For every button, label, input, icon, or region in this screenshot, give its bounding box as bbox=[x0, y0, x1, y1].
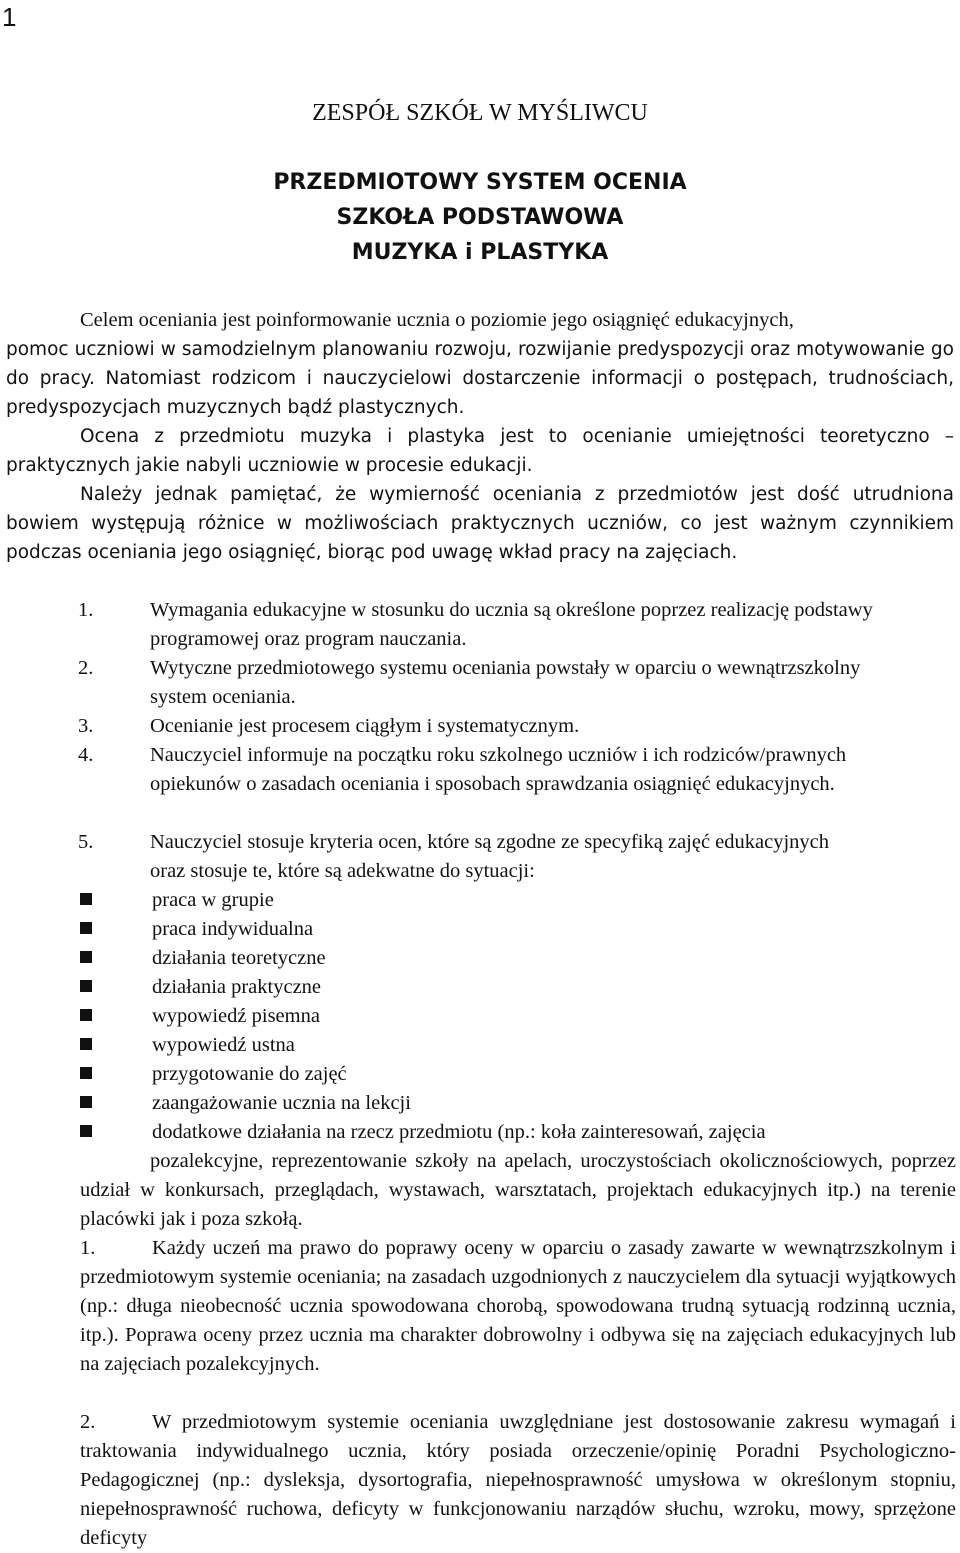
bullet-square-icon bbox=[80, 1038, 92, 1050]
intro-paragraph-2: Ocena z przedmiotu muzyka i plastyka jest to ocenianie umiejętności teoretyczno – praktycznych jakie nabyli uczniowie w procesie edukacji. bbox=[6, 426, 954, 476]
school-name: ZESPÓŁ SZKÓŁ W MYŚLIWCU bbox=[312, 100, 648, 126]
bullet-square-icon bbox=[80, 1067, 92, 1079]
rule-paragraph bbox=[80, 1234, 956, 1379]
bullet-square-icon bbox=[80, 1125, 92, 1137]
bullet-square-icon bbox=[80, 922, 92, 934]
list-item-number: 4. bbox=[78, 744, 94, 766]
list-item-number: 3. bbox=[78, 715, 94, 737]
list-item: zaangażowanie ucznia na lekcji bbox=[152, 1092, 411, 1114]
list-item: dodatkowe działania na rzecz przedmiotu (np.: koła zainteresowań, zajęcia bbox=[152, 1121, 766, 1143]
title-line-1: PRZEDMIOTOWY SYSTEM OCENIA bbox=[273, 170, 687, 195]
list-item: przygotowanie do zajęć bbox=[152, 1063, 347, 1085]
list-item-number: 5. bbox=[78, 831, 94, 853]
bullet-square-icon bbox=[80, 951, 92, 963]
rule-paragraph bbox=[80, 1408, 956, 1553]
rule-text: Każdy uczeń ma prawo do poprawy oceny w oparciu o zasady zawarte w wewnątrzszkolnym i przedmiotowym systemie oceniania; na zasadach uzgodnionych z nauczycielem dla sytuacji wyjątkowych (np.: długa nieobecność ucznia spowodowana chorobą, spowodowana trudną sytuacją rodzinną ucznia, itp.). Poprawa oceny przez ucznia ma charakter dobrowolny i odbywa się na zajęciach edukacyjnych lub na zajęciach pozalekcyjnych. bbox=[80, 1237, 956, 1375]
list-item-number: 1. bbox=[78, 599, 94, 621]
list-item: wypowiedź ustna bbox=[152, 1034, 295, 1056]
bullet-square-icon bbox=[80, 1096, 92, 1108]
title-line-2: SZKOŁA PODSTAWOWA bbox=[336, 205, 624, 230]
list-item-text: Wytyczne przedmiotowego systemu oceniania powstały w oparciu o wewnątrzszkolny system oceniania. bbox=[150, 657, 861, 708]
bullet-square-icon bbox=[80, 1009, 92, 1021]
bullet-continuation: pozalekcyjne, reprezentowanie szkoły na apelach, uroczystościach okolicznościowych, poprzez udział w konkursach, przeglądach, wystawach, warsztatach, projektach edukacyjnych itp.) na terenie placówki jak i poza szkołą. bbox=[80, 1150, 956, 1230]
list-item-text: Ocenianie jest procesem ciągłym i systematycznym. bbox=[150, 715, 580, 737]
list-item: wypowiedź pisemna bbox=[152, 1005, 320, 1027]
list-item-text: Nauczyciel informuje na początku roku szkolnego uczniów i ich rodziców/prawnych opiekunów o zasadach oceniania i sposobach sprawdzania osiągnięć edukacyjnych. bbox=[150, 744, 847, 795]
list-item-text: Wymagania edukacyjne w stosunku do ucznia są określone poprzez realizację podstawy programowej oraz program nauczania. bbox=[150, 599, 873, 650]
page-number: 1 bbox=[2, 2, 17, 32]
title-line-3: MUZYKA i PLASTYKA bbox=[351, 240, 609, 265]
bullet-square-icon bbox=[80, 893, 92, 905]
rule-text: W przedmiotowym systemie oceniania uwzględniane jest dostosowanie zakresu wymagań i traktowania indywidualnego ucznia, który posiada orzeczenie/opinię Poradni Psychologiczno-Pedagogicznej (np.: dysleksja, dysortografia, niepełnosprawność umysłowa w określonym stopniu, niepełnosprawność ruchowa, deficyty w funkcjonowaniu narządów słuchu, wzroku, mowy, sprzężone deficyty bbox=[80, 1411, 956, 1549]
intro-paragraph-1: pomoc uczniowi w samodzielnym planowaniu rozwoju, rozwijanie predyspozycji oraz motywowanie go do pracy. Natomiast rodzicom i nauczycielowi dostarczenie informacji o postępach, trudnościach, predyspozycjach muzycznych bądź plastycznych. bbox=[6, 339, 954, 418]
rule-number: 1. bbox=[80, 1237, 96, 1259]
list-item-number: 2. bbox=[78, 657, 94, 679]
intro-paragraph-3: Należy jednak pamiętać, że wymierność oceniania z przedmiotów jest dość utrudniona bowiem występują różnice w możliwościach praktycznych uczniów, co jest ważnym czynnikiem podczas oceniania jego osiągnięć, biorąc pod uwagę wkład pracy na zajęciach. bbox=[6, 484, 954, 563]
list-item: praca w grupie bbox=[152, 889, 274, 911]
rule-number: 2. bbox=[80, 1411, 96, 1433]
bullet-square-icon bbox=[80, 980, 92, 992]
list-item: działania praktyczne bbox=[152, 976, 322, 998]
list-item-text: Nauczyciel stosuje kryteria ocen, które są zgodne ze specyfiką zajęć edukacyjnych oraz stosuje te, które są adekwatne do sytuacji: bbox=[150, 831, 830, 882]
intro-paragraph-1-first-line: Celem oceniania jest poinformowanie ucznia o poziomie jego osiągnięć edukacyjnych, bbox=[80, 309, 794, 331]
list-item: praca indywidualna bbox=[152, 918, 314, 940]
list-item: działania teoretyczne bbox=[152, 947, 326, 969]
